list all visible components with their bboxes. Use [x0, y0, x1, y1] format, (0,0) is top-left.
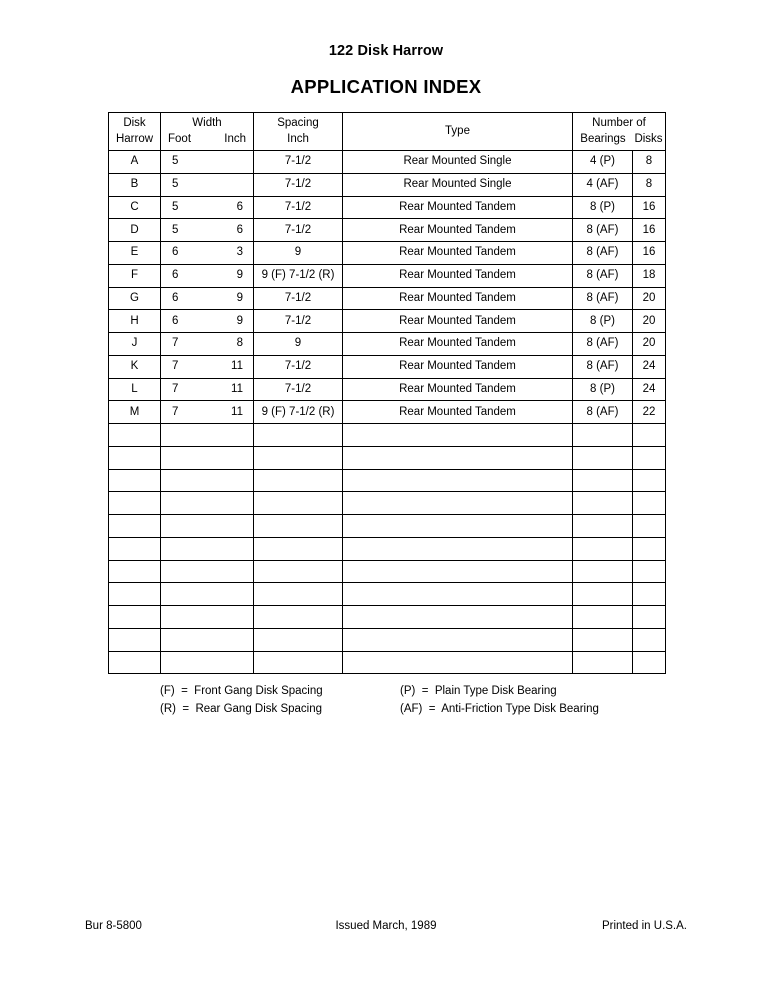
cell-disk-harrow: E	[109, 242, 161, 265]
table-header	[109, 113, 666, 151]
cell-bearings	[573, 560, 633, 583]
cell-disks: 16	[633, 219, 666, 242]
cell-type: Rear Mounted Single	[343, 151, 573, 174]
cell-disks: 22	[633, 401, 666, 424]
footer-issue-date: Issued March, 1989	[335, 920, 437, 932]
cell-bearings: 8 (AF)	[573, 401, 633, 424]
cell-bearings: 8 (AF)	[573, 355, 633, 378]
legend-row	[160, 701, 680, 719]
cell-width	[161, 515, 254, 538]
cell-bearings	[573, 583, 633, 606]
column-header-disk-harrow	[109, 113, 161, 151]
cell-bearings	[573, 469, 633, 492]
cell-disk-harrow	[109, 628, 161, 651]
cell-disks	[633, 446, 666, 469]
cell-bearings	[573, 651, 633, 674]
legend-row	[160, 683, 680, 701]
cell-disk-harrow: G	[109, 287, 161, 310]
title-block	[0, 44, 772, 96]
column-header-spacing	[254, 113, 343, 151]
legend-item-plain-bearing: (P) = Plain Type Disk Bearing	[400, 685, 557, 697]
table-row	[109, 242, 666, 265]
cell-type: Rear Mounted Tandem	[343, 310, 573, 333]
table-row	[109, 515, 666, 538]
cell-bearings: 8 (AF)	[573, 333, 633, 356]
page-title: APPLICATION INDEX	[290, 75, 482, 97]
table-row	[109, 606, 666, 629]
cell-width	[161, 628, 254, 651]
cell-type	[343, 492, 573, 515]
cell-spacing	[254, 537, 343, 560]
cell-bearings	[573, 515, 633, 538]
cell-bearings: 8 (P)	[573, 310, 633, 333]
cell-bearings	[573, 446, 633, 469]
cell-disk-harrow	[109, 469, 161, 492]
cell-bearings: 8 (P)	[573, 196, 633, 219]
cell-type	[343, 424, 573, 447]
cell-disk-harrow: L	[109, 378, 161, 401]
cell-spacing	[254, 651, 343, 674]
cell-width-inch: 11	[231, 360, 243, 373]
legend-item-antifriction-bearing: (AF) = Anti-Friction Type Disk Bearing	[400, 702, 599, 715]
cell-width-foot: 5	[172, 223, 179, 236]
cell-bearings: 4 (P)	[573, 151, 633, 174]
cell-width-inch: 3	[236, 246, 243, 259]
table-header-row	[109, 113, 666, 151]
cell-disks: 16	[633, 242, 666, 265]
cell-disk-harrow: J	[109, 333, 161, 356]
cell-width	[161, 242, 254, 265]
cell-spacing: 7-1/2	[254, 355, 343, 378]
cell-disks	[633, 651, 666, 674]
cell-width-foot: 5	[172, 200, 179, 213]
cell-width	[161, 355, 254, 378]
cell-bearings: 8 (AF)	[573, 242, 633, 265]
cell-bearings: 8 (AF)	[573, 287, 633, 310]
table-body	[109, 151, 666, 674]
cell-spacing: 7-1/2	[254, 310, 343, 333]
cell-disk-harrow: M	[109, 401, 161, 424]
cell-spacing: 7-1/2	[254, 173, 343, 196]
cell-width	[161, 606, 254, 629]
cell-spacing	[254, 446, 343, 469]
cell-disks	[633, 606, 666, 629]
cell-bearings: 8 (P)	[573, 378, 633, 401]
cell-bearings	[573, 628, 633, 651]
table-row	[109, 333, 666, 356]
cell-type: Rear Mounted Single	[343, 173, 573, 196]
table-row	[109, 287, 666, 310]
cell-type: Rear Mounted Tandem	[343, 196, 573, 219]
cell-width-foot: 5	[172, 155, 179, 168]
cell-spacing	[254, 560, 343, 583]
cell-disks: 16	[633, 196, 666, 219]
column-header-width-sub	[161, 132, 253, 147]
cell-width	[161, 651, 254, 674]
cell-type	[343, 515, 573, 538]
cell-width-foot: 6	[172, 314, 179, 327]
cell-disks	[633, 515, 666, 538]
cell-disks: 20	[633, 333, 666, 356]
cell-disk-harrow	[109, 424, 161, 447]
cell-width	[161, 424, 254, 447]
column-header-width-label: Width	[192, 117, 222, 130]
cell-disk-harrow: C	[109, 196, 161, 219]
table-row	[109, 173, 666, 196]
cell-type: Rear Mounted Tandem	[343, 242, 573, 265]
cell-width-inch: 6	[236, 223, 243, 236]
cell-type	[343, 583, 573, 606]
legend-item-rear-gang: (R) = Rear Gang Disk Spacing	[160, 702, 323, 715]
column-header-number-of-label: Number of	[592, 117, 646, 130]
table-row	[109, 583, 666, 606]
column-header-width	[161, 113, 254, 151]
cell-width-inch: 8	[236, 337, 243, 350]
cell-width	[161, 173, 254, 196]
table-row	[109, 196, 666, 219]
cell-disks	[633, 537, 666, 560]
table-row	[109, 219, 666, 242]
cell-type: Rear Mounted Tandem	[343, 264, 573, 287]
cell-spacing: 7-1/2	[254, 219, 343, 242]
table-row	[109, 537, 666, 560]
cell-spacing: 7-1/2	[254, 378, 343, 401]
cell-type	[343, 469, 573, 492]
cell-disks: 8	[633, 173, 666, 196]
column-header-number-of-sub	[573, 132, 665, 147]
cell-disk-harrow: A	[109, 151, 161, 174]
cell-width	[161, 378, 254, 401]
cell-disks: 20	[633, 287, 666, 310]
cell-disks: 20	[633, 310, 666, 333]
cell-spacing: 7-1/2	[254, 287, 343, 310]
cell-width-inch: 11	[231, 405, 243, 418]
cell-width	[161, 219, 254, 242]
cell-disks: 24	[633, 378, 666, 401]
cell-width	[161, 492, 254, 515]
cell-type: Rear Mounted Tandem	[343, 355, 573, 378]
cell-width-foot: 6	[172, 246, 179, 259]
table-row	[109, 492, 666, 515]
cell-bearings	[573, 537, 633, 560]
column-header-number-of	[573, 113, 666, 151]
cell-spacing: 7-1/2	[254, 196, 343, 219]
table-row	[109, 469, 666, 492]
cell-disk-harrow: K	[109, 355, 161, 378]
cell-disks	[633, 583, 666, 606]
cell-type	[343, 537, 573, 560]
column-header-width-foot: Foot	[168, 132, 192, 145]
cell-type	[343, 628, 573, 651]
cell-bearings: 8 (AF)	[573, 219, 633, 242]
column-header-spacing-line1: Spacing	[277, 117, 319, 130]
column-header-bearings: Bearings	[580, 132, 626, 145]
table-row	[109, 401, 666, 424]
table-row	[109, 651, 666, 674]
cell-disk-harrow	[109, 537, 161, 560]
cell-bearings: 4 (AF)	[573, 173, 633, 196]
column-header-disk-harrow-line2: Harrow	[115, 132, 154, 145]
cell-disk-harrow	[109, 446, 161, 469]
cell-spacing	[254, 469, 343, 492]
cell-width	[161, 401, 254, 424]
cell-width-foot: 5	[172, 178, 179, 191]
legend-item-front-gang: (F) = Front Gang Disk Spacing	[160, 685, 323, 697]
application-index-table	[108, 112, 666, 674]
cell-bearings	[573, 424, 633, 447]
cell-disks: 18	[633, 264, 666, 287]
cell-disk-harrow: B	[109, 173, 161, 196]
cell-disks	[633, 492, 666, 515]
cell-disk-harrow	[109, 583, 161, 606]
cell-spacing: 9 (F) 7-1/2 (R)	[254, 264, 343, 287]
column-header-disks: Disks	[634, 132, 663, 145]
cell-spacing	[254, 628, 343, 651]
document-subtitle: 122 Disk Harrow	[328, 43, 444, 59]
cell-spacing	[254, 424, 343, 447]
footer-print-origin: Printed in U.S.A.	[601, 920, 687, 932]
cell-width	[161, 560, 254, 583]
cell-bearings	[573, 606, 633, 629]
cell-type: Rear Mounted Tandem	[343, 401, 573, 424]
cell-spacing: 9 (F) 7-1/2 (R)	[254, 401, 343, 424]
cell-width	[161, 583, 254, 606]
cell-disks: 24	[633, 355, 666, 378]
column-header-spacing-line2: Inch	[287, 132, 309, 145]
cell-width-inch: 9	[236, 269, 243, 282]
table-row	[109, 560, 666, 583]
cell-type: Rear Mounted Tandem	[343, 219, 573, 242]
page-footer	[85, 920, 687, 932]
cell-width	[161, 537, 254, 560]
cell-disk-harrow	[109, 492, 161, 515]
cell-type	[343, 446, 573, 469]
cell-bearings: 8 (AF)	[573, 264, 633, 287]
legend	[160, 683, 680, 719]
table-row	[109, 446, 666, 469]
cell-width	[161, 333, 254, 356]
column-header-disk-harrow-line1: Disk	[123, 117, 146, 130]
cell-width	[161, 151, 254, 174]
cell-spacing	[254, 492, 343, 515]
cell-disks: 8	[633, 151, 666, 174]
cell-disk-harrow	[109, 515, 161, 538]
table-row	[109, 151, 666, 174]
table-row	[109, 264, 666, 287]
cell-disk-harrow: H	[109, 310, 161, 333]
cell-type	[343, 606, 573, 629]
cell-disk-harrow	[109, 651, 161, 674]
cell-width	[161, 469, 254, 492]
cell-width-inch: 9	[236, 291, 243, 304]
cell-disk-harrow	[109, 606, 161, 629]
cell-type: Rear Mounted Tandem	[343, 287, 573, 310]
cell-disks	[633, 628, 666, 651]
cell-type: Rear Mounted Tandem	[343, 333, 573, 356]
cell-width-foot: 7	[172, 382, 179, 395]
cell-spacing	[254, 606, 343, 629]
cell-width-inch: 9	[236, 314, 243, 327]
cell-spacing: 7-1/2	[254, 151, 343, 174]
column-header-type: Type	[343, 113, 573, 151]
table-row	[109, 355, 666, 378]
cell-width	[161, 310, 254, 333]
cell-width	[161, 446, 254, 469]
cell-width	[161, 264, 254, 287]
cell-spacing: 9	[254, 333, 343, 356]
table-row	[109, 628, 666, 651]
cell-spacing	[254, 583, 343, 606]
cell-disks	[633, 424, 666, 447]
cell-disk-harrow	[109, 560, 161, 583]
cell-type	[343, 651, 573, 674]
table-row	[109, 378, 666, 401]
cell-type	[343, 560, 573, 583]
cell-disk-harrow: F	[109, 264, 161, 287]
cell-width-foot: 6	[172, 269, 179, 282]
footer-bulletin-number: Bur 8-5800	[85, 920, 142, 932]
cell-spacing	[254, 515, 343, 538]
cell-width-inch: 11	[231, 382, 243, 395]
cell-width-foot: 7	[172, 360, 179, 373]
table-row	[109, 310, 666, 333]
cell-spacing: 9	[254, 242, 343, 265]
cell-width-inch: 6	[236, 200, 243, 213]
cell-width-foot: 7	[172, 405, 179, 418]
column-header-width-inch: Inch	[224, 132, 246, 145]
cell-bearings	[573, 492, 633, 515]
cell-width	[161, 287, 254, 310]
cell-type: Rear Mounted Tandem	[343, 378, 573, 401]
cell-width-foot: 7	[172, 337, 179, 350]
cell-disks	[633, 560, 666, 583]
table-row	[109, 424, 666, 447]
cell-disks	[633, 469, 666, 492]
cell-width	[161, 196, 254, 219]
cell-width-foot: 6	[172, 291, 179, 304]
cell-disk-harrow: D	[109, 219, 161, 242]
